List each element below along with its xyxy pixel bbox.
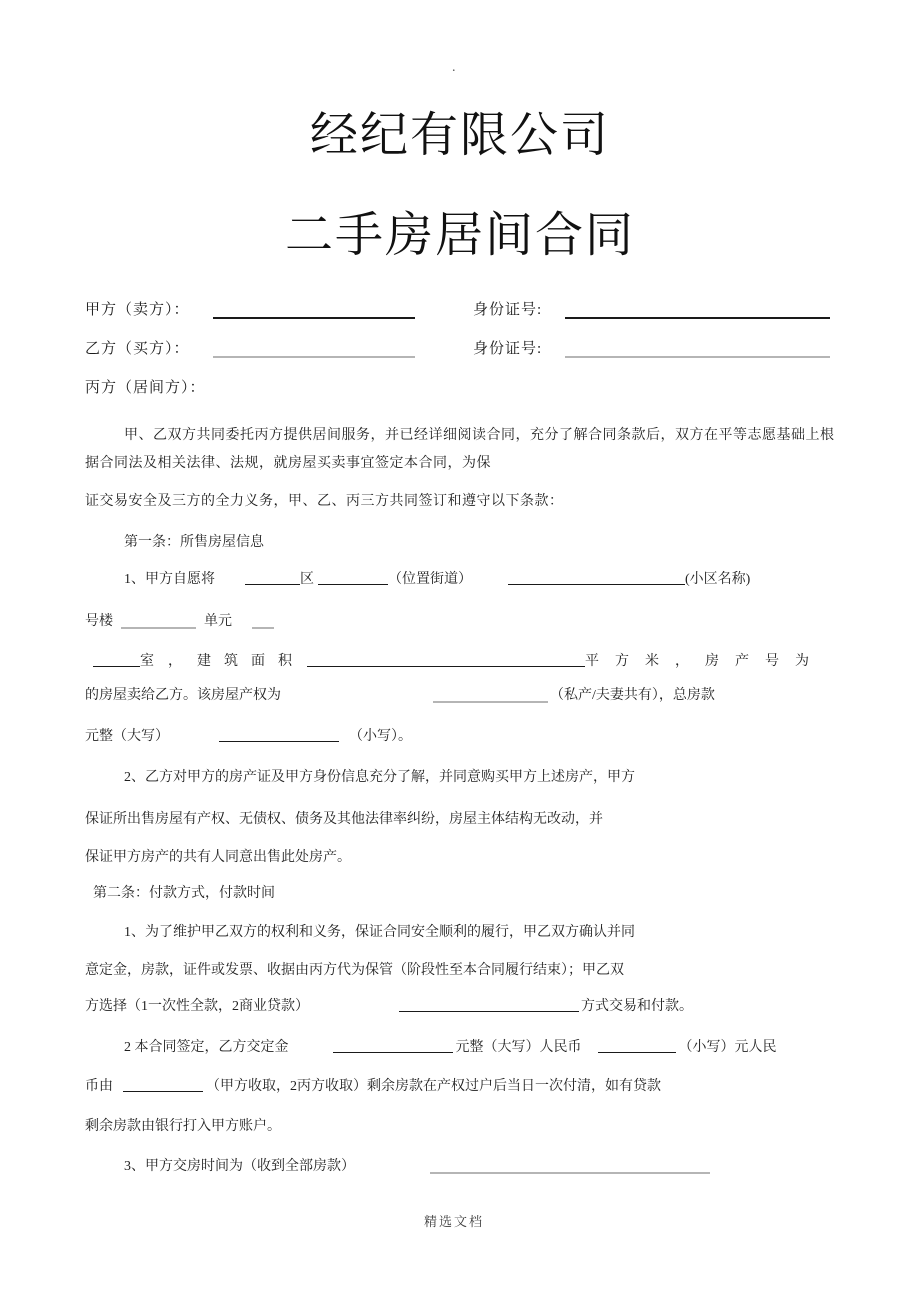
stray-period-mark: .	[452, 60, 456, 75]
handover-time-text: 3、甲方交房时间为（收到全部房款）	[124, 1159, 355, 1174]
party-a-name-blank	[213, 317, 415, 319]
ownership-options-text: （私产/夫妻共有），总房款	[550, 688, 715, 703]
currency-by-label: 币由	[85, 1079, 113, 1094]
party-b-id-label: 身份证号:	[473, 341, 543, 357]
intro-line-3: 证交易安全及三方的全力义务，甲、乙、丙三方共同签订和遵守以下条款：	[85, 494, 564, 509]
amount-figures-label: （小写）。	[349, 729, 412, 744]
party-b-row	[85, 339, 845, 363]
clause-1-item-1-line-1	[85, 570, 914, 590]
comma-text: ，	[168, 654, 195, 669]
street-label: （位置街道）	[388, 572, 472, 587]
deposit-figures-blank	[598, 1040, 676, 1053]
clause-1-item-1-line-2	[85, 612, 875, 632]
clause-1-heading: 第一条：所售房屋信息	[124, 535, 264, 550]
sold-to-buyer-text: 的房屋卖给乙方。该房屋产权为	[85, 688, 281, 703]
clause-2-item-1-line-3	[85, 997, 875, 1017]
deposit-words-label: 元整（大写）人民币	[455, 1040, 582, 1055]
floor-area-blank	[307, 654, 585, 667]
party-a-id-label: 身份证号:	[473, 302, 543, 318]
party-b-id-blank	[565, 356, 830, 358]
clause-2-item-3-line	[85, 1157, 914, 1177]
deposit-words-blank	[333, 1040, 453, 1053]
payment-choice-suffix: 方式交易和付款。	[581, 999, 693, 1014]
payment-choice-text: 方选择（1一次性全款，2商业贷款）	[85, 999, 309, 1014]
party-c-label: 丙方（居间方）：	[85, 380, 206, 396]
ownership-type-blank	[433, 689, 548, 703]
room-label: 室	[140, 654, 154, 669]
party-a-row	[85, 300, 845, 324]
clause-2-item-2-line-3: 剩余房款由银行打入甲方账户。	[85, 1119, 281, 1134]
building-number-blank	[121, 615, 196, 629]
community-blank	[508, 572, 685, 585]
district-blank	[245, 572, 300, 585]
company-title: 经纪有限公司	[309, 109, 610, 162]
amount-words-label: 元整（大写）	[85, 729, 169, 744]
clause-1-item-1-line-4	[85, 686, 875, 706]
contract-title: 二手房居间合同	[284, 209, 635, 262]
party-b-label: 乙方（买方）：	[85, 341, 190, 357]
seller-offers-text: 1、甲方自愿将	[124, 572, 215, 587]
collector-blank	[123, 1079, 203, 1092]
clause-1-item-2-line-2: 保证所出售房屋有产权、无债权、债务及其他法律率纠纷，房屋主体结构无改动，并	[85, 812, 603, 827]
floor-area-label: 建筑面积	[197, 654, 305, 669]
clause-2-item-1-line-1: 1、为了维护甲乙双方的权利和义务，保证合同安全顺利的履行，甲乙双方确认并同	[124, 925, 635, 940]
party-a-label: 甲方（卖方）：	[85, 302, 190, 318]
clause-1-item-2-line-3: 保证甲方房产的共有人同意出售此处房产。	[85, 850, 351, 865]
clause-2-item-2-line-2	[85, 1077, 875, 1097]
clause-2-item-2-line-1	[85, 1038, 914, 1058]
district-suffix: 区	[300, 572, 314, 587]
community-label: (小区名称)	[685, 572, 751, 587]
party-a-id-blank	[565, 317, 830, 319]
amount-figures-blank	[219, 729, 339, 742]
unit-label: 单元	[204, 614, 232, 629]
building-label: 号楼	[85, 614, 113, 629]
clause-1-item-1-line-5	[85, 727, 875, 747]
handover-time-blank	[430, 1160, 710, 1174]
party-b-name-blank	[213, 356, 415, 358]
clause-2-item-1-line-2: 意定金，房款，证件或发票、收据由丙方代为保管（阶段性至本合同履行结束）；甲乙双	[85, 963, 624, 978]
footer-watermark: 精选文档	[424, 1214, 485, 1229]
clause-1-item-1-line-3	[85, 652, 883, 672]
street-blank	[318, 572, 388, 585]
payment-choice-blank	[399, 999, 579, 1012]
room-number-blank	[93, 654, 140, 667]
party-c-row	[85, 378, 845, 402]
intro-line-1: 甲、乙双方共同委托丙方提供居间服务，并已经详细阅读合同，充分了解合同条款后，双方在平等志愿基础上根	[124, 428, 835, 443]
clause-2-heading: 第二条：付款方式，付款时间	[93, 886, 275, 901]
unit-number-blank	[252, 615, 274, 629]
deposit-text: 2 本合同签定，乙方交定金	[124, 1040, 289, 1055]
clause-1-item-2-line-1: 2、乙方对甲方的房产证及甲方身份信息充分了解，并同意购买甲方上述房产，甲方	[124, 770, 635, 785]
deposit-figures-label: （小写）元人民	[678, 1040, 777, 1055]
square-meters-property-number-text: 平方米，房产号为	[585, 654, 825, 669]
intro-line-2: 据合同法及相关法律、法规，就房屋买卖事宜签定本合同，为保	[85, 456, 491, 471]
collector-options-text: （甲方收取，2丙方收取）剩余房款在产权过户后当日一次付清，如有贷款	[206, 1079, 661, 1094]
